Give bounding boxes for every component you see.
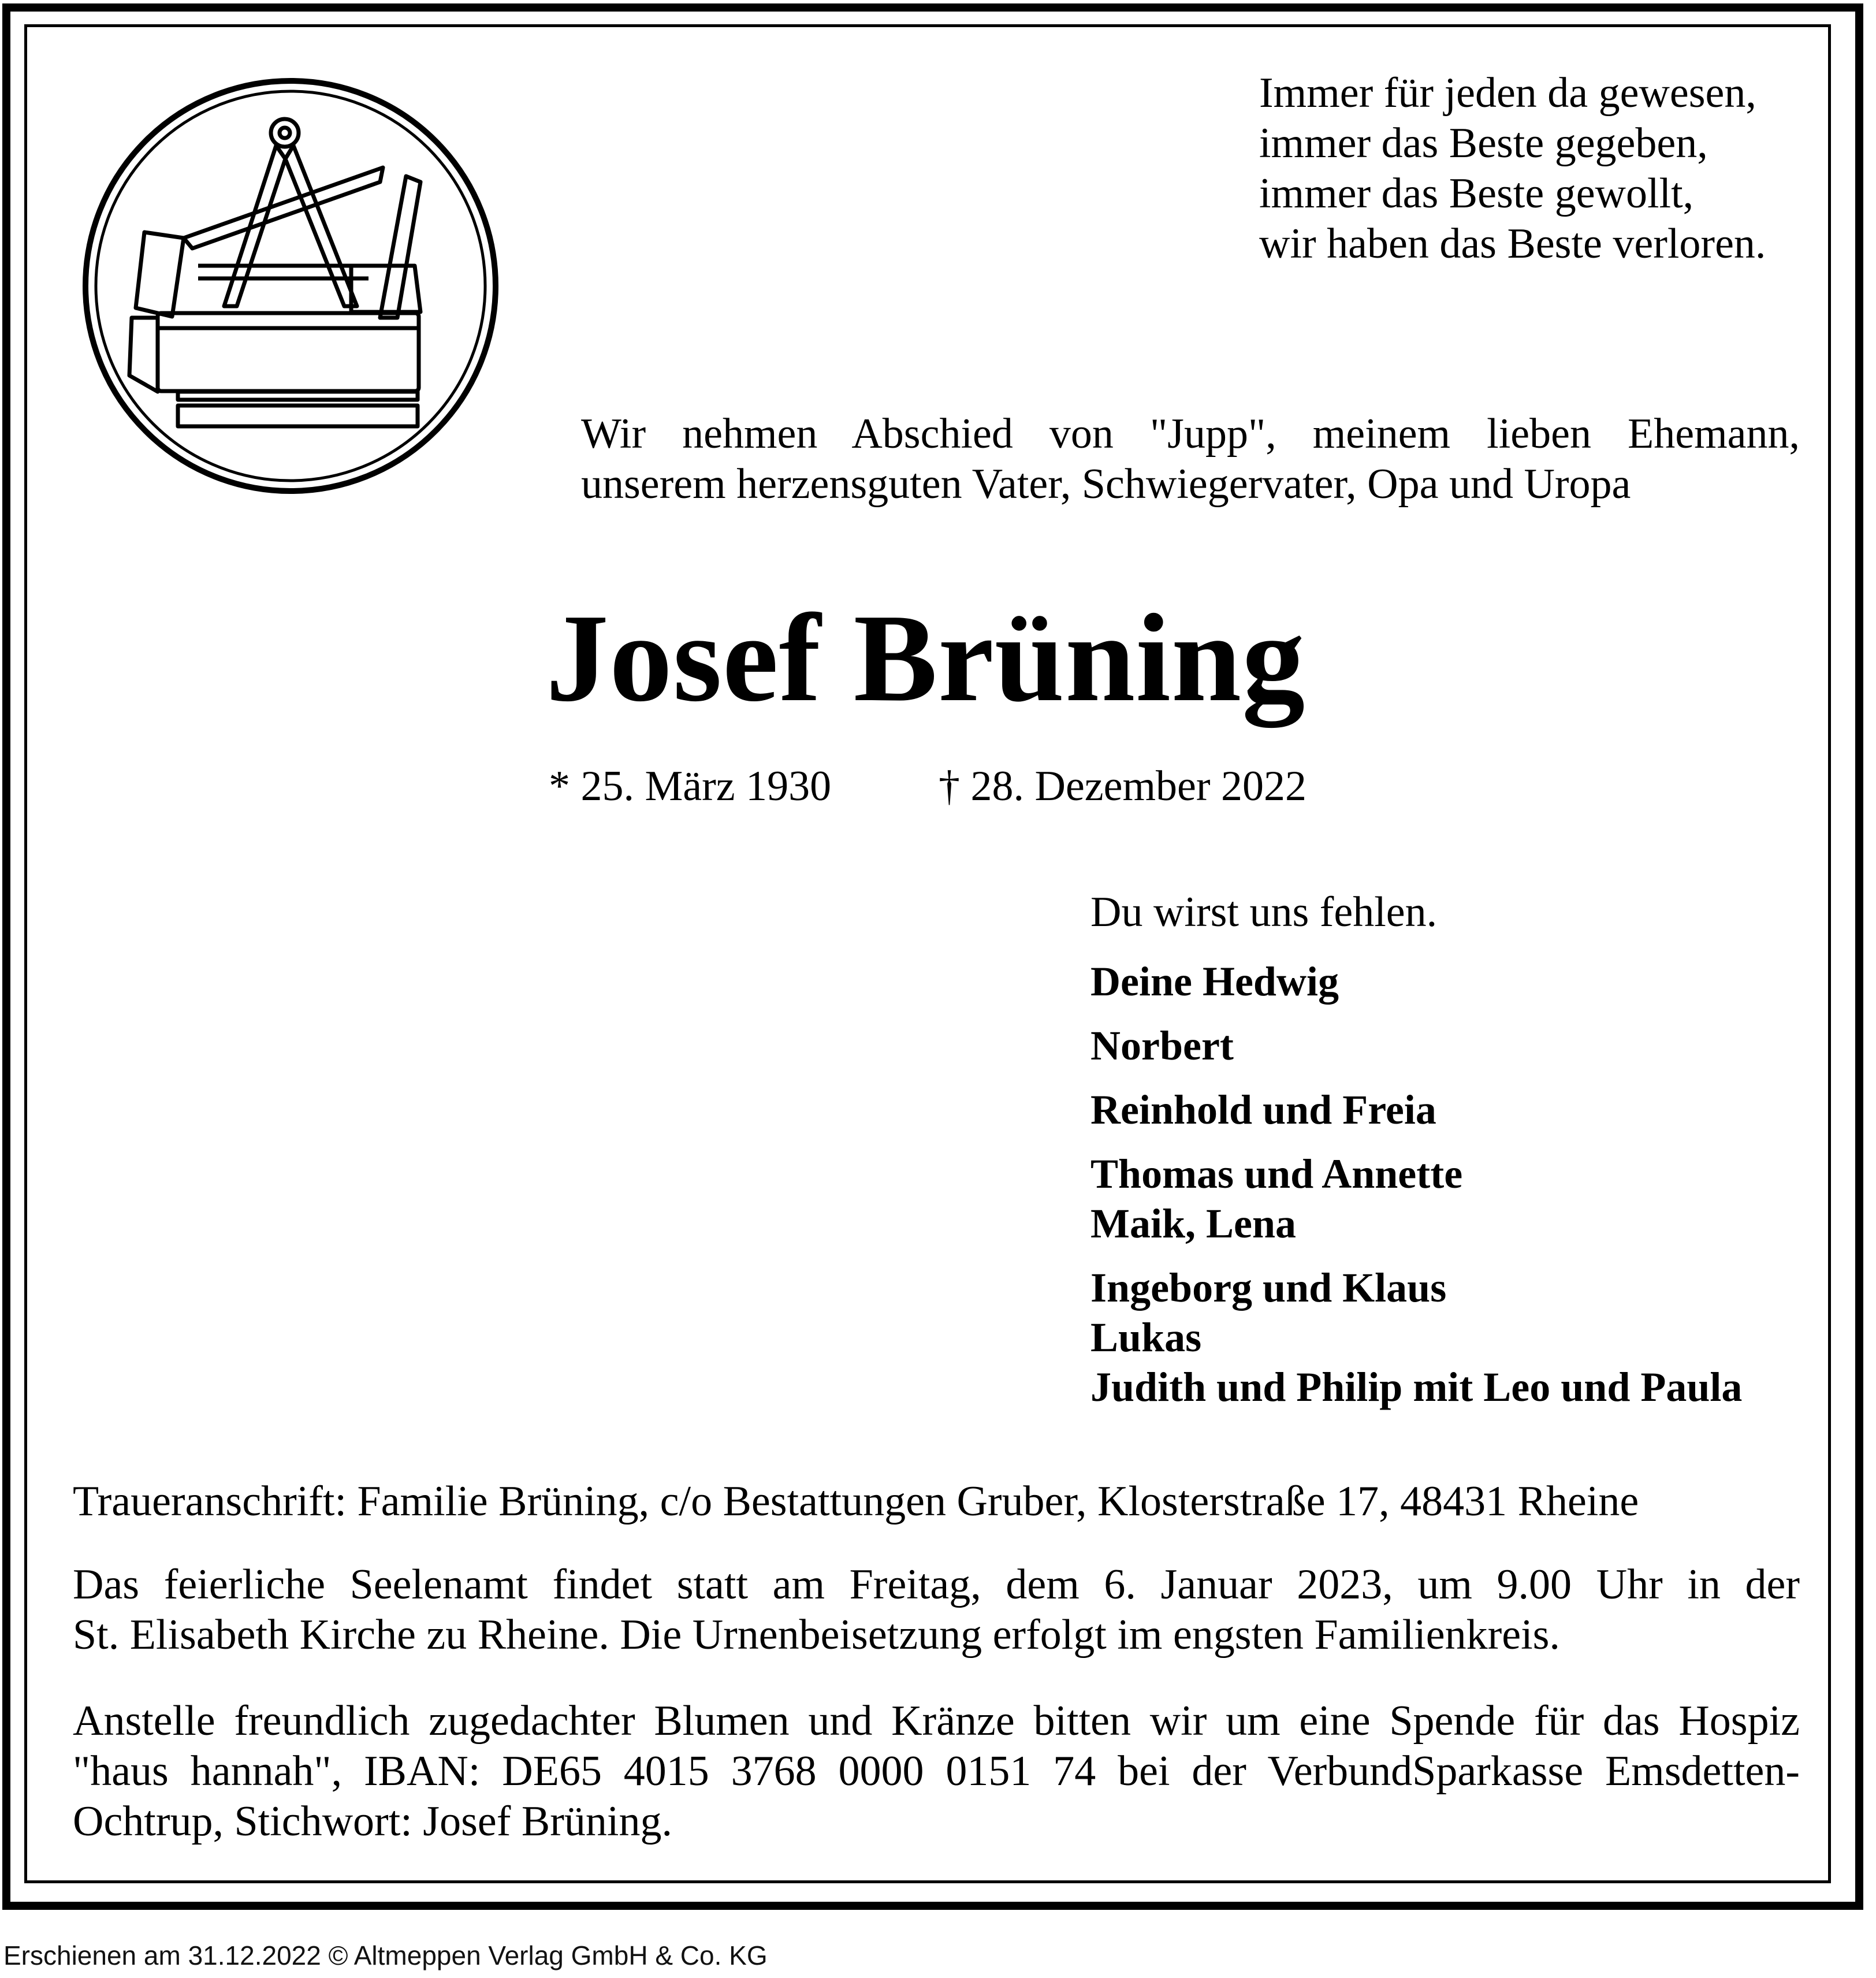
mourner-name: Ingeborg und Klaus: [1090, 1265, 1447, 1311]
publication-footer: Erschienen am 31.12.2022 © Altmeppen Verlag GmbH & Co. KG: [3, 1940, 768, 1970]
donation-info: [73, 1696, 1800, 1847]
mourner-group: [1090, 1085, 1742, 1135]
mourner-name: Norbert: [1090, 1023, 1234, 1069]
birth-date: * 25. März 1930: [549, 763, 832, 810]
death-date: † 28. Dezember 2022: [939, 763, 1307, 810]
paragraph-line: Ochtrup, Stichwort: Josef Brüning.: [73, 1798, 672, 1845]
poem-line: immer das Beste gewollt,: [1259, 170, 1694, 217]
poem-line: Immer für jeden da gewesen,: [1259, 69, 1756, 117]
paragraph-line: "haus hannah", IBAN: DE65 4015 3768 0000 0151 74 bei der VerbundSparkasse Emsdetten-: [73, 1748, 1800, 1795]
mourner-name: Deine Hedwig: [1090, 958, 1339, 1005]
paragraph-line: St. Elisabeth Kirche zu Rheine. Die Urnenbeisetzung erfolgt im engsten Familienkreis.: [73, 1611, 1560, 1659]
closing-line: Du wirst uns fehlen.: [1090, 888, 1438, 936]
intro-text: [581, 409, 1800, 510]
mourner-name: Maik, Lena: [1090, 1200, 1297, 1247]
condolence-address: Traueranschrift: Familie Brüning, c/o Bestattungen Gruber, Klosterstraße 17, 48431 Rheine: [73, 1478, 1639, 1525]
carpenter-tools-emblem-icon: [80, 75, 501, 497]
poem-line: wir haben das Beste verloren.: [1259, 220, 1766, 267]
mourner-group: [1090, 1263, 1742, 1412]
intro-line: Wir nehmen Abschied von "Jupp", meinem lieben Ehemann,: [581, 410, 1800, 458]
mourners-list: [1090, 957, 1742, 1426]
mourner-name: Lukas: [1090, 1314, 1202, 1360]
mourner-group: [1090, 957, 1742, 1006]
deceased-name: Josef Brüning: [546, 589, 1306, 728]
paragraph-line: Anstelle freundlich zugedachter Blumen und Kränze bitten wir um eine Spende für das Hospiz: [73, 1697, 1800, 1745]
poem-line: immer das Beste gegeben,: [1259, 120, 1708, 167]
funeral-mass-info: [73, 1560, 1800, 1660]
mourner-group: [1090, 1149, 1742, 1248]
mourner-name: Reinhold und Freia: [1090, 1087, 1436, 1133]
mourner-group: [1090, 1021, 1742, 1070]
mourner-name: Thomas und Annette: [1090, 1151, 1463, 1197]
paragraph-line: Das feierliche Seelenamt findet statt am Freitag, dem 6. Januar 2023, um 9.00 Uhr in der: [73, 1561, 1800, 1608]
poem: [1259, 68, 1766, 269]
mourner-name: Judith und Philip mit Leo und Paula: [1090, 1364, 1743, 1410]
intro-line: unserem herzensguten Vater, Schwiegervater, Opa und Uropa: [581, 460, 1631, 508]
